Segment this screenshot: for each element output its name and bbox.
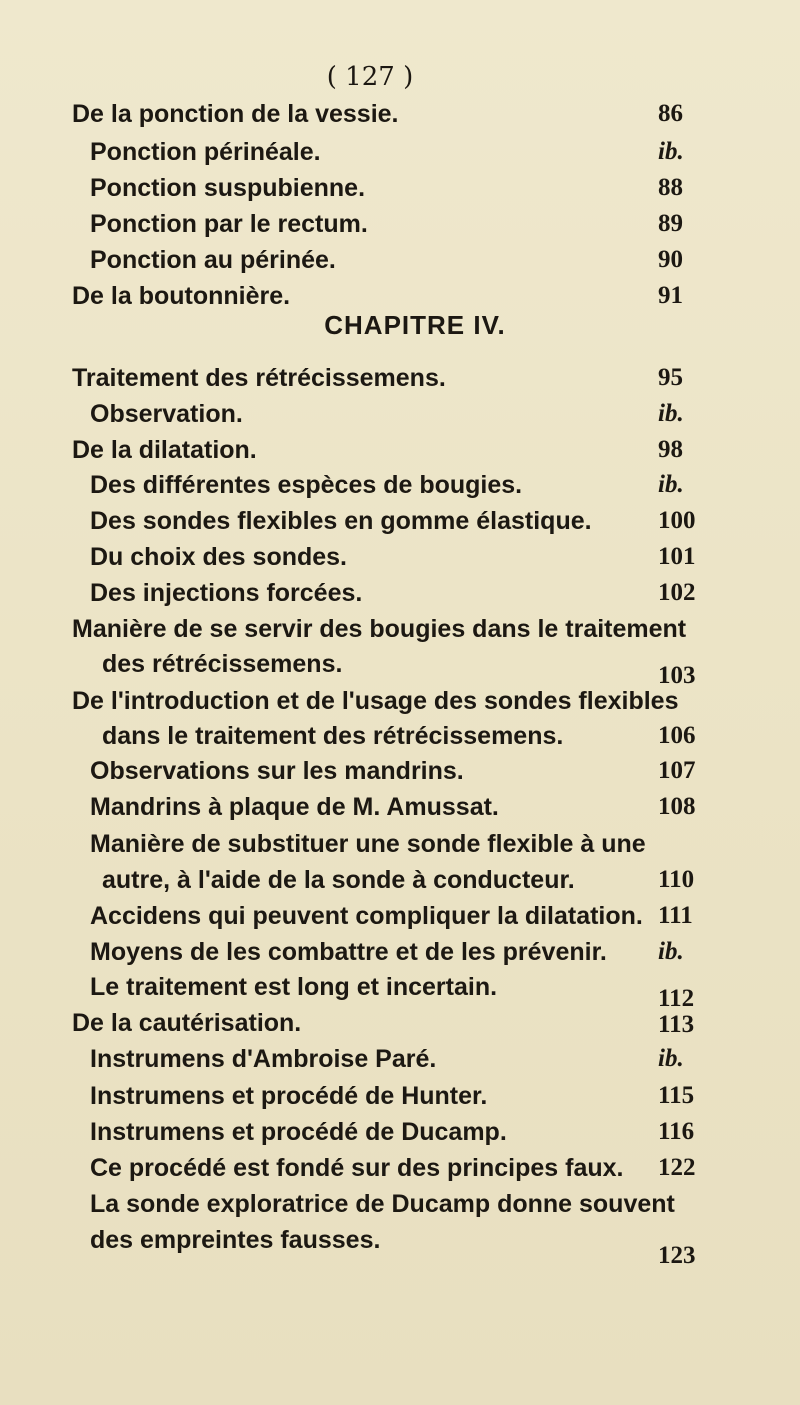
- toc-entry-title: La sonde exploratrice de Ducamp donne souvent: [90, 1190, 675, 1218]
- toc-entry: [0, 938, 800, 978]
- toc-entry-page: 107: [658, 757, 696, 784]
- toc-entry: [0, 1009, 800, 1049]
- toc-entry: [0, 830, 800, 870]
- toc-entry: [0, 757, 800, 797]
- toc-entry-title: Des différentes espèces de bougies.: [90, 471, 523, 499]
- toc-entry-title: Manière de substituer une sonde flexible à une: [90, 830, 646, 858]
- toc-entry-title: Du choix des sondes.: [90, 543, 348, 571]
- toc-entry-page: 90: [658, 246, 683, 273]
- toc-entry: [0, 364, 800, 404]
- toc-entry-page: 110: [658, 866, 695, 893]
- toc-entry-page: 98: [658, 436, 683, 463]
- toc-entry: [0, 174, 800, 214]
- toc-entry: [0, 1082, 800, 1122]
- toc-entry-title: Ponction périnéale.: [90, 138, 321, 166]
- toc-entry-title: Observation.: [90, 400, 243, 428]
- toc-entry-title: Instrumens d'Ambroise Paré.: [90, 1045, 437, 1073]
- toc-entry-page: 88: [658, 174, 683, 201]
- toc-entry: [0, 1190, 800, 1230]
- toc-entry-title: Moyens de les combattre et de les prévenir.: [90, 938, 607, 966]
- toc-entry: [0, 1045, 800, 1085]
- toc-entry: [0, 100, 800, 140]
- toc-entry: [0, 687, 800, 727]
- toc-entry-page: ib.: [658, 138, 684, 165]
- toc-entry: [0, 507, 800, 547]
- toc-entry-title: Ponction suspubienne.: [90, 174, 366, 202]
- toc-entry-page: 103: [658, 662, 696, 689]
- page-number: ( 127 ): [326, 62, 414, 92]
- toc-entry-title: des empreintes fausses.: [90, 1226, 381, 1254]
- toc-entry-title: De la ponction de la vessie.: [72, 100, 399, 128]
- toc-entry-page: 111: [658, 902, 693, 929]
- toc-entry-title: Mandrins à plaque de M. Amussat.: [90, 793, 499, 821]
- toc-entry: [0, 210, 800, 250]
- toc-entry: [0, 722, 800, 762]
- toc-entry-page: 106: [658, 722, 696, 749]
- toc-entry-title: De l'introduction et de l'usage des sondes flexibles: [72, 687, 679, 715]
- toc-entry-title: De la dilatation.: [72, 436, 257, 464]
- toc-entry-page: 102: [658, 579, 696, 606]
- toc-entry-title: Ce procédé est fondé sur des principes faux.: [90, 1154, 624, 1182]
- toc-entry-page: 108: [658, 793, 696, 820]
- toc-entry-title: De la cautérisation.: [72, 1009, 302, 1037]
- toc-entry-title: Le traitement est long et incertain.: [90, 973, 498, 1001]
- toc-entry-title: Accidens qui peuvent compliquer la dilatation.: [90, 902, 643, 930]
- toc-entry-title: Instrumens et procédé de Hunter.: [90, 1082, 488, 1110]
- toc-entry-page: 122: [658, 1154, 696, 1181]
- toc-entry: [0, 1154, 800, 1194]
- toc-entry-title: Ponction par le rectum.: [90, 210, 368, 238]
- toc-entry-title: De la boutonnière.: [72, 282, 291, 310]
- toc-entry-title: Observations sur les mandrins.: [90, 757, 464, 785]
- toc-entry-page: 86: [658, 100, 683, 127]
- toc-entry-page: 100: [658, 507, 696, 534]
- chapter-heading: CHAPITRE IV.: [324, 310, 506, 340]
- toc-entry-title: autre, à l'aide de la sonde à conducteur.: [102, 866, 575, 894]
- toc-entry-title: Des injections forcées.: [90, 579, 363, 607]
- toc-entry: [0, 400, 800, 440]
- toc-entry: [0, 650, 800, 690]
- toc-entry-page: 91: [658, 282, 683, 309]
- toc-entry-title: des rétrécissemens.: [102, 650, 343, 678]
- toc-entry: [0, 1226, 800, 1269]
- toc-entry-page: ib.: [658, 1045, 684, 1072]
- toc-entry-page: 113: [658, 1011, 695, 1038]
- toc-entry: [0, 866, 800, 906]
- toc-entry: [0, 543, 800, 583]
- toc-entry-page: 112: [658, 985, 695, 1012]
- toc-entry: [0, 1118, 800, 1158]
- toc-entry: [0, 973, 800, 1013]
- toc-entry: [0, 615, 800, 655]
- toc-entry: [0, 902, 800, 942]
- toc-entry-page: ib.: [658, 471, 684, 498]
- toc-entry: [0, 471, 800, 511]
- toc-entry-page: 89: [658, 210, 683, 237]
- toc-entry-page: 101: [658, 543, 696, 570]
- toc-entry: [0, 793, 800, 833]
- toc-entry-page: 95: [658, 364, 683, 391]
- toc-entry-page: ib.: [658, 400, 684, 427]
- toc-entry-page: 115: [658, 1082, 695, 1109]
- toc-entry-page: ib.: [658, 938, 684, 965]
- toc-entry-title: Manière de se servir des bougies dans le traitement: [72, 615, 687, 643]
- toc-entry-title: Traitement des rétrécissemens.: [72, 364, 446, 392]
- toc-entry-title: dans le traitement des rétrécissemens.: [102, 722, 564, 750]
- toc-entry: [0, 246, 800, 286]
- toc-entry: [0, 138, 800, 178]
- toc-entry: [0, 579, 800, 619]
- toc-entry-title: Instrumens et procédé de Ducamp.: [90, 1118, 507, 1146]
- toc-entry: [0, 436, 800, 476]
- toc-entry-title: Des sondes flexibles en gomme élastique.: [90, 507, 592, 535]
- toc-entry-title: Ponction au périnée.: [90, 246, 336, 274]
- toc-entry-page: 116: [658, 1118, 695, 1145]
- toc-entry-page: 123: [658, 1242, 696, 1269]
